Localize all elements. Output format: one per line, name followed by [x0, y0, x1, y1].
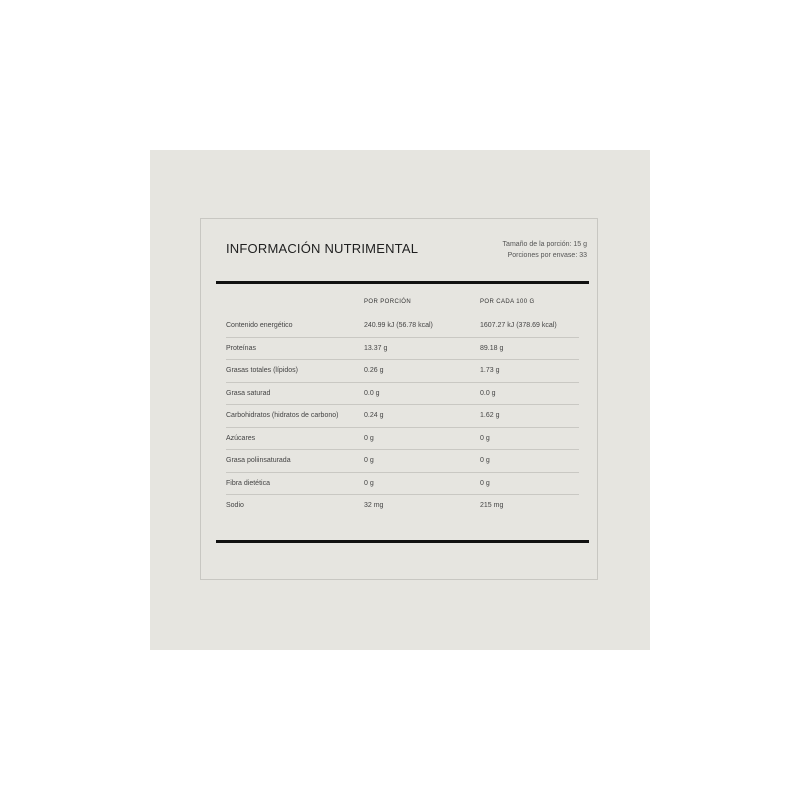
- nutrient-name: Carbohidratos (hidratos de carbono): [226, 412, 339, 419]
- nutrient-name: Sodio: [226, 502, 244, 509]
- nutrient-name: Proteínas: [226, 344, 256, 352]
- nutrition-table: [226, 315, 579, 518]
- per-serving-value: 0.26 g: [364, 367, 384, 374]
- column-header-per-100g: POR CADA 100 G: [480, 299, 535, 305]
- nutrient-name: Azúcares: [226, 434, 256, 442]
- per-serving-value: 0 g: [364, 479, 374, 487]
- table-row: [226, 383, 579, 406]
- per-100g-value: 215 mg: [480, 502, 504, 509]
- servings-per-container: Porciones por envase: 33: [507, 252, 587, 259]
- panel-title: INFORMACIÓN NUTRIMENTAL: [226, 241, 419, 256]
- per-serving-value: 0 g: [364, 457, 374, 464]
- table-row: [226, 495, 579, 518]
- nutrient-name: Contenido energético: [226, 322, 293, 329]
- per-serving-value: 0.0 g: [364, 389, 380, 397]
- per-100g-value: 1.73 g: [480, 367, 500, 374]
- top-divider: [216, 281, 589, 284]
- table-row: [226, 405, 579, 428]
- per-serving-value: 240.99 kJ (56.78 kcal): [364, 322, 433, 329]
- table-row: [226, 338, 579, 361]
- table-row: [226, 315, 579, 338]
- per-100g-value: 0 g: [480, 434, 490, 442]
- nutrient-name: Grasas totales (lípidos): [226, 367, 298, 374]
- image-background: [150, 150, 650, 650]
- per-serving-value: 32 mg: [364, 502, 384, 509]
- table-row: [226, 360, 579, 383]
- serving-info: [503, 239, 587, 261]
- per-100g-value: 89.18 g: [480, 344, 504, 352]
- per-serving-value: 0.24 g: [364, 412, 384, 419]
- table-row: [226, 428, 579, 451]
- per-100g-value: 0.0 g: [480, 389, 496, 397]
- nutrient-name: Grasa poliinsaturada: [226, 457, 291, 464]
- per-100g-value: 0 g: [480, 457, 490, 464]
- table-row: [226, 473, 579, 496]
- bottom-divider: [216, 540, 589, 543]
- nutrient-name: Fibra dietética: [226, 479, 270, 487]
- table-row: [226, 450, 579, 473]
- per-serving-value: 0 g: [364, 434, 374, 442]
- column-header-per-serving: POR PORCIÓN: [364, 299, 412, 305]
- serving-size: Tamaño de la porción: 15 g: [502, 241, 587, 248]
- per-100g-value: 1607.27 kJ (378.69 kcal): [480, 322, 557, 329]
- per-serving-value: 13.37 g: [364, 344, 388, 352]
- nutrition-facts-panel: [200, 218, 598, 580]
- per-100g-value: 1.62 g: [480, 412, 500, 419]
- nutrient-name: Grasa saturad: [226, 389, 271, 397]
- per-100g-value: 0 g: [480, 479, 490, 487]
